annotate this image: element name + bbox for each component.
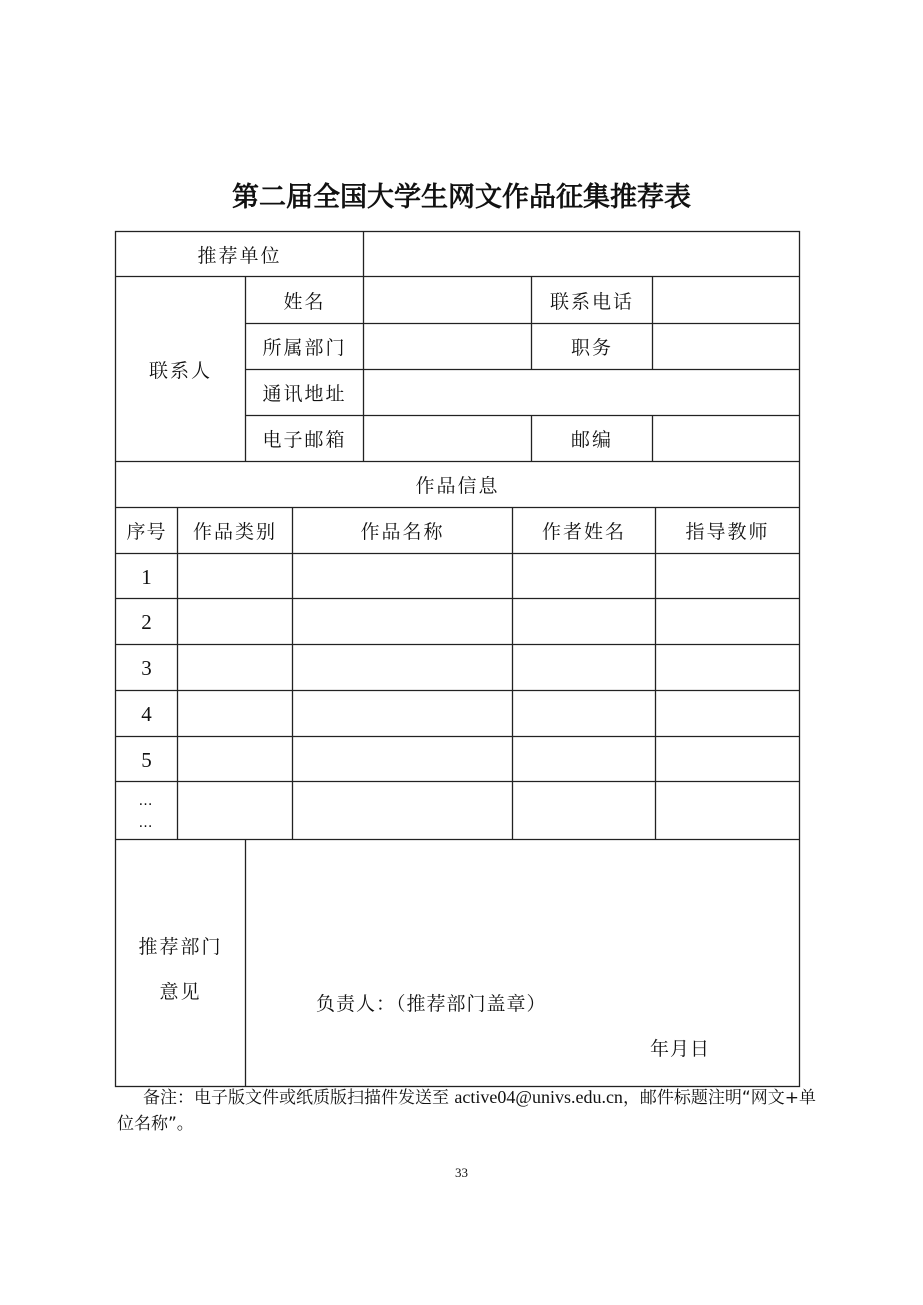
- recommend-unit-label: 推荐单位: [197, 244, 282, 267]
- row-number: 5: [141, 748, 152, 772]
- name-label: 姓名: [283, 290, 326, 313]
- opinion-label-line1: 推荐部门: [138, 935, 223, 958]
- recommend-unit-field[interactable]: [364, 232, 799, 276]
- ellipsis-line: …: [138, 815, 155, 831]
- opinion-label-line2: 意见: [159, 980, 202, 1003]
- row-ellipsis: [116, 786, 177, 838]
- row-number: 1: [141, 564, 152, 589]
- works-section-title: 作品信息: [415, 475, 500, 497]
- position-label: 职务: [570, 337, 613, 359]
- footnote-suffix: ，邮件标题注明“网文+单位名称”。: [117, 1088, 816, 1134]
- address-field[interactable]: [364, 370, 799, 415]
- address-label: 通讯地址: [262, 383, 347, 405]
- signature-line: 负责人：（推荐部门盖章）: [316, 992, 547, 1015]
- contact-person-label: 联系人: [148, 359, 212, 382]
- postcode-field[interactable]: [653, 416, 799, 461]
- footnote-email: active04@univs.edu.cn: [454, 1087, 623, 1107]
- row-number: 4: [141, 702, 152, 726]
- header-serial: 序号: [126, 521, 167, 543]
- page-number: 33: [455, 1165, 468, 1180]
- header-author: 作者姓名: [541, 521, 626, 543]
- footnote: [117, 1084, 817, 1137]
- page-title: 第二届全国大学生网文作品征集推荐表: [232, 182, 691, 213]
- footnote-prefix: 备注：电子版文件或纸质版扫描件发送至: [143, 1088, 455, 1108]
- phone-label: 联系电话: [549, 290, 634, 313]
- header-category: 作品类别: [192, 521, 277, 543]
- row-number: 2: [141, 610, 152, 634]
- position-field[interactable]: [653, 324, 799, 369]
- department-field[interactable]: [364, 324, 531, 369]
- postcode-label: 邮编: [570, 429, 613, 451]
- ellipsis-line: …: [138, 793, 155, 809]
- header-work-title: 作品名称: [360, 521, 445, 543]
- department-label: 所属部门: [262, 337, 347, 359]
- email-field[interactable]: [364, 416, 531, 461]
- name-field[interactable]: [364, 277, 531, 323]
- header-advisor: 指导教师: [685, 521, 770, 543]
- date-line: 年月日: [650, 1037, 711, 1060]
- row-number: 3: [141, 656, 152, 680]
- phone-field[interactable]: [653, 277, 799, 323]
- email-label: 电子邮箱: [262, 429, 347, 451]
